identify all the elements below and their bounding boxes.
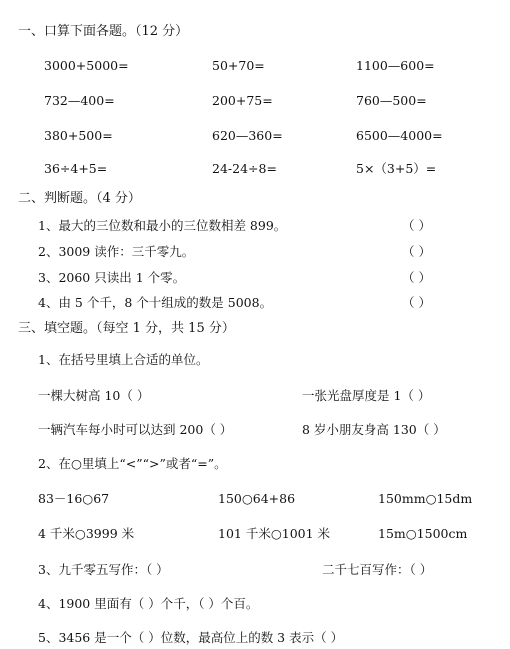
fill-q1-title: 1、在括号里填上合适的单位。 bbox=[38, 352, 209, 367]
fill-q3-right[interactable]: 二千七百写作：（ ） bbox=[322, 562, 433, 577]
problem-r1c3: 1100—600= bbox=[356, 58, 435, 73]
problem-r4c3: 5×（3+5）= bbox=[356, 161, 437, 176]
problem-r4c2: 24-24÷8= bbox=[212, 161, 277, 176]
problem-r3c1: 380+500= bbox=[44, 128, 113, 143]
section2-title: 二、判断题。（4 分） bbox=[18, 191, 141, 206]
fill-q1-row2-left[interactable]: 一辆汽车每小时可以达到 200（ ） bbox=[38, 422, 233, 437]
fill-q4[interactable]: 4、1900 里面有（ ）个千，（ ）个百。 bbox=[38, 596, 259, 611]
compare-r2c3[interactable]: 15m○1500cm bbox=[378, 526, 468, 541]
problem-r2c2: 200+75= bbox=[212, 93, 273, 108]
judge-item-3: 3、2060 只读出 1 个零。 bbox=[38, 270, 186, 285]
problem-r3c3: 6500—4000= bbox=[356, 128, 443, 143]
fill-q3-left[interactable]: 3、九千零五写作：（ ） bbox=[38, 562, 169, 577]
compare-r1c1[interactable]: 83－16○67 bbox=[38, 491, 110, 506]
compare-r1c3[interactable]: 150mm○15dm bbox=[378, 491, 473, 506]
compare-r1c2[interactable]: 150○64+86 bbox=[218, 491, 296, 506]
judge-blank-2[interactable]: （ ） bbox=[402, 244, 431, 259]
judge-item-4: 4、由 5 个千，8 个十组成的数是 5008。 bbox=[38, 295, 273, 310]
problem-r3c2: 620—360= bbox=[212, 128, 283, 143]
section3-title: 三、填空题。（每空 1 分，共 15 分） bbox=[18, 321, 235, 336]
compare-r2c2[interactable]: 101 千米○1001 米 bbox=[218, 526, 331, 541]
fill-q1-row1-right[interactable]: 一张光盘厚度是 1（ ） bbox=[302, 388, 431, 403]
judge-blank-1[interactable]: （ ） bbox=[402, 218, 431, 233]
problem-r2c1: 732—400= bbox=[44, 93, 115, 108]
fill-q2-title: 2、在○里填上“<”“>”或者“=”。 bbox=[38, 456, 227, 471]
compare-r2c1[interactable]: 4 千米○3999 米 bbox=[38, 526, 135, 541]
judge-item-1: 1、最大的三位数和最小的三位数相差 899。 bbox=[38, 218, 287, 233]
problem-r4c1: 36÷4+5= bbox=[44, 161, 108, 176]
fill-q1-row1-left[interactable]: 一棵大树高 10（ ） bbox=[38, 388, 150, 403]
judge-item-2: 2、3009 读作：三千零九。 bbox=[38, 244, 195, 259]
judge-blank-3[interactable]: （ ） bbox=[402, 270, 431, 285]
problem-r2c3: 760—500= bbox=[356, 93, 427, 108]
judge-blank-4[interactable]: （ ） bbox=[402, 295, 431, 310]
problem-r1c2: 50+70= bbox=[212, 58, 265, 73]
problem-r1c1: 3000+5000= bbox=[44, 58, 129, 73]
section1-title: 一、口算下面各题。（12 分） bbox=[18, 24, 189, 39]
fill-q5[interactable]: 5、3456 是一个（ ）位数，最高位上的数 3 表示（ ） bbox=[38, 630, 344, 645]
fill-q1-row2-right[interactable]: 8 岁小朋友身高 130（ ） bbox=[302, 422, 446, 437]
